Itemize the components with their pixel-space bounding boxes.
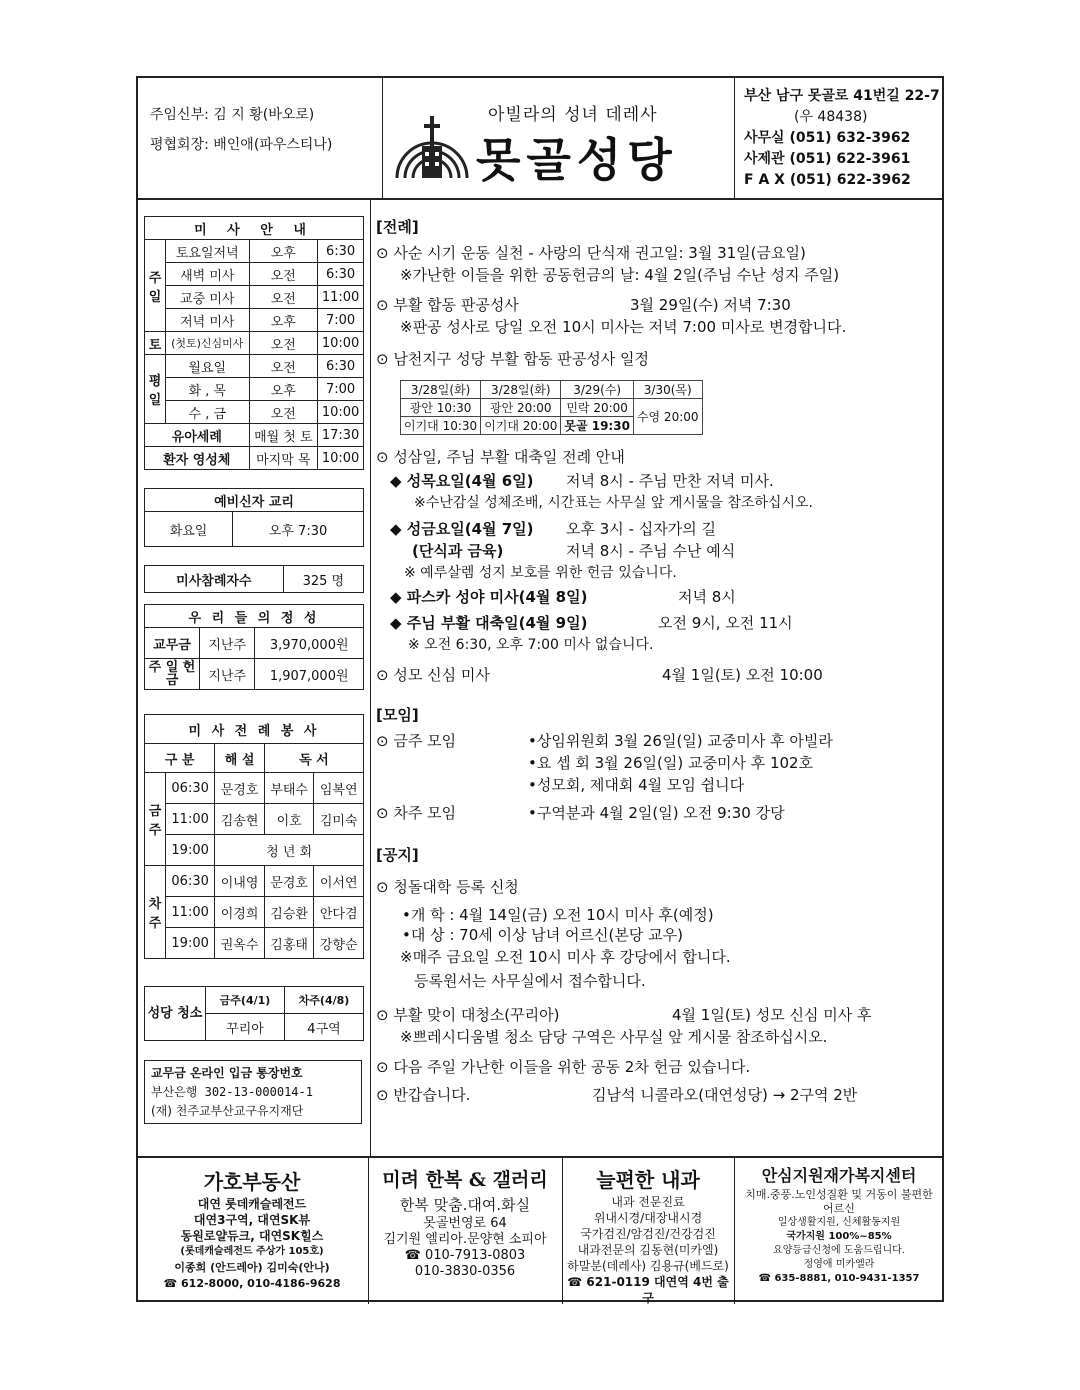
infant-baptism-label: 유아세례 [145, 424, 250, 447]
liturgy-line: ※수난감실 성체조배, 시간표는 사무실 앞 게시물을 참조하십시오. [414, 495, 813, 511]
sunday-label: 주일 [145, 240, 166, 332]
schedule-cell: 민락 20:00 [561, 399, 634, 417]
header-contact [744, 86, 940, 191]
schedule-cell: 광안 10:30 [401, 399, 481, 417]
schedule-cell: 이기대 10:30 [401, 417, 481, 435]
liturgy-line: 오전 9시, 오전 11시 [658, 614, 793, 632]
servers-col-division: 구 분 [145, 744, 215, 773]
ad-line: 대연3구역, 대연SK뷰 [193, 1213, 311, 1227]
sick-communion-time: 10:00 [318, 447, 364, 470]
server-reader: 문경호 [264, 866, 314, 897]
servers-next-week: 차주 [145, 866, 166, 959]
server-reader: 임복연 [314, 773, 364, 804]
ad-line: 대연 롯데캐슬레전드 [197, 1197, 307, 1211]
attendance-label: 미사참례자수 [145, 566, 284, 593]
mass-time: 6:30 [318, 240, 364, 263]
notice-line: •대 상 : 70세 이상 남녀 어르신(본당 교우) [402, 926, 683, 944]
bulletin-header [138, 78, 942, 200]
ad-line: 국가검진/암검진/건강검진 [580, 1227, 716, 1241]
server-reader: 이서연 [314, 866, 364, 897]
sick-communion-when: 마지막 목 [249, 447, 318, 470]
server-time: 06:30 [166, 773, 215, 804]
server-reader: 강향순 [314, 928, 364, 959]
mass-time: 10:00 [318, 401, 364, 424]
ad-line: 010-3830-0356 [414, 1264, 516, 1279]
offering-period: 지난주 [200, 628, 255, 659]
server-commentator: 이내영 [215, 866, 265, 897]
servers-col-commentator: 해 설 [215, 744, 265, 773]
ad-line: ☎ 635-8881, 010-9431-1357 [758, 1273, 920, 1284]
liturgy-line: ◆ 성금요일(4월 7일) [390, 520, 534, 538]
mass-ampm: 오후 [249, 240, 318, 263]
notice-line: •개 학 : 4월 14일(금) 오전 10시 미사 후(예정) [402, 906, 714, 924]
ad-line: 한복 맞춤.대여.화실 [399, 1196, 531, 1214]
meetings-heading: [모임] [376, 706, 419, 724]
schedule-head: 3/28일(화) [401, 381, 481, 399]
server-reader: 안다겸 [314, 897, 364, 928]
ad-line: 하말분(데레사) 김용규(베드로) [567, 1259, 729, 1273]
ad-line: 정영애 미카엘라 [803, 1259, 875, 1270]
sick-communion-label: 환자 영성체 [145, 447, 250, 470]
server-commentator: 권옥수 [215, 928, 265, 959]
ad-line: 내과전문의 김동현(미카엘) [577, 1243, 719, 1257]
cleaning-this-head: 금주(4/1) [206, 987, 285, 1014]
priest-name: 주임신부: 김 지 황(바오로) [150, 107, 315, 123]
mass-time: 10:00 [318, 332, 364, 355]
notice-line: ⊙ 다음 주일 가난한 이들을 위한 공동 2차 헌금 있습니다. [376, 1058, 751, 1076]
fax-number: F A X (051) 622-3962 [744, 172, 911, 188]
catechumen-time: 오후 7:30 [233, 512, 364, 547]
liturgy-line: 오후 3시 - 십자가의 길 [566, 520, 716, 538]
schedule-cell-mokgol: 못골 19:30 [561, 417, 634, 435]
ad-line: 김기원 엘리아.문양현 소피아 [383, 1232, 547, 1247]
notice-line: 김남석 니콜라오(대연성당) → 2구역 2반 [592, 1086, 858, 1104]
servers-col-reader: 독 서 [264, 744, 363, 773]
mass-name: 저녁 미사 [166, 309, 250, 332]
ad-title: 늘편한 내과 [596, 1168, 700, 1192]
liturgy-line: ※ 오전 6:30, 오후 7:00 미사 없습니다. [408, 637, 654, 653]
council-president: 평협회장: 배인애(파우스티나) [150, 137, 333, 153]
ad-line: 못골번영로 64 [423, 1216, 507, 1231]
liturgy-line: 저녁 8시 [678, 588, 736, 606]
mass-name: (첫토)신심미사 [166, 332, 250, 355]
postcode: (우 48438) [794, 109, 868, 125]
attendance-value: 325 명 [283, 566, 363, 593]
rectory-phone: 사제관 (051) 622-3961 [744, 151, 911, 167]
notice-line: ※매주 금요일 오전 10시 미사 후 강당에서 합니다. [400, 948, 731, 966]
ad-title: 가호부동산 [203, 1170, 301, 1194]
infant-baptism-time: 17:30 [318, 424, 364, 447]
server-time: 06:30 [166, 866, 215, 897]
server-time: 11:00 [166, 804, 215, 835]
church-logo-block [390, 84, 730, 194]
confession-schedule-table [400, 380, 703, 435]
mass-schedule-table [144, 216, 364, 470]
mass-schedule-title: 미 사 안 내 [145, 217, 364, 240]
catechumen-table [144, 488, 364, 547]
server-reader: 부태수 [264, 773, 314, 804]
mass-ampm: 오전 [249, 263, 318, 286]
liturgy-line: ※가난한 이들을 위한 공동헌금의 날: 4월 2일(주님 수난 성지 주일) [400, 266, 840, 284]
meeting-line: ⊙ 금주 모임 [376, 732, 457, 750]
cleaning-next-head: 차주(4/8) [285, 987, 364, 1014]
mass-ampm: 오전 [249, 332, 318, 355]
church-patron: 아빌라의 성녀 데레사 [488, 105, 658, 125]
church-address: 부산 남구 못골로 41번길 22-7 [744, 88, 940, 104]
mass-name: 교중 미사 [166, 286, 250, 309]
mass-ampm: 오후 [249, 378, 318, 401]
ad-line: 이종희 (안드레아) 김미숙(안나) [174, 1261, 330, 1274]
notice-line: ⊙ 청돌대학 등록 신청 [376, 878, 519, 896]
ad-hanbok [370, 1158, 560, 1312]
schedule-head: 3/28일(화) [481, 381, 561, 399]
ad-title: 미려 한복 & 갤러리 [382, 1169, 548, 1191]
catechumen-day: 화요일 [145, 512, 233, 547]
ads-footer [138, 1156, 942, 1304]
bulletin-page [136, 76, 944, 1305]
liturgy-line: ◆ 주님 부활 대축일(4월 9일) [390, 614, 588, 632]
notice-line: 4월 1일(토) 성모 신심 미사 후 [672, 1006, 872, 1024]
ad-line: ☎ 621-0119 대연역 4번 출구 [567, 1275, 729, 1305]
offering-table [144, 604, 364, 690]
ad-welfare-center [736, 1158, 942, 1310]
server-reader: 김미숙 [314, 804, 364, 835]
ad-title: 안심지원재가복지센터 [761, 1166, 917, 1185]
liturgy-line: ⊙ 성모 신심 미사 [376, 666, 490, 684]
server-commentator: 문경호 [215, 773, 265, 804]
mass-ampm: 오전 [249, 355, 318, 378]
liturgy-line: ⊙ 부활 합동 판공성사 [376, 296, 519, 314]
offering-label: 교무금 [145, 628, 200, 659]
meeting-line: •성모회, 제대회 4월 모임 쉽니다 [528, 776, 745, 794]
notice-line: ⊙ 부활 맞이 대청소(꾸리아) [376, 1006, 560, 1024]
server-reader: 김홍태 [264, 928, 314, 959]
offering-amount: 1,907,000원 [255, 659, 364, 690]
schedule-cell: 광안 20:00 [481, 399, 561, 417]
ad-line: 일상생활지원, 신체활동지원 [777, 1217, 901, 1228]
meeting-line: ⊙ 차주 모임 [376, 804, 457, 822]
ad-line: ☎ 010-7913-0803 [404, 1248, 526, 1263]
mass-time: 11:00 [318, 286, 364, 309]
liturgy-line: 3월 29일(수) 저녁 7:30 [630, 296, 791, 314]
bank-account-box [144, 1060, 362, 1124]
attendance-table [144, 565, 364, 593]
notices-heading: [공지] [376, 846, 419, 864]
mass-time: 6:30 [318, 263, 364, 286]
mass-name: 월요일 [166, 355, 250, 378]
church-icon [392, 110, 472, 180]
cleaning-next-week: 4구역 [285, 1014, 364, 1041]
liturgy-line: ※ 예루살렘 성지 보호를 위한 헌금 있습니다. [404, 565, 677, 581]
ad-line: 어르신 [823, 1202, 855, 1215]
liturgy-line: 저녁 8시 - 주님 만찬 저녁 미사. [566, 472, 774, 490]
mass-ampm: 오전 [249, 286, 318, 309]
ad-line: (롯데캐슬레전드 주상가 105호) [180, 1246, 324, 1257]
weekday-label: 평일 [145, 355, 166, 424]
mass-name: 수 , 금 [166, 401, 250, 424]
liturgy-line: ⊙ 성삼일, 주님 부활 대축일 전례 안내 [376, 448, 625, 466]
mass-ampm: 오후 [249, 309, 318, 332]
mass-time: 7:00 [318, 309, 364, 332]
ad-line: 국가지원 100%~85% [786, 1231, 892, 1242]
cleaning-table [144, 986, 364, 1041]
ad-line: 내과 전문진료 [611, 1195, 685, 1209]
bank-account: 부산은행 302-13-000014-1 [151, 1085, 313, 1099]
ad-line: 요양등급신청에 도움드립니다. [773, 1245, 905, 1256]
ad-clinic [564, 1158, 732, 1312]
notice-line: ⊙ 반갑습니다. [376, 1086, 471, 1104]
schedule-head: 3/29(수) [561, 381, 634, 399]
ad-line: 동원로얄듀크, 대연SK힐스 [180, 1229, 324, 1243]
office-phone: 사무실 (051) 632-3962 [744, 130, 911, 146]
server-reader: 김승환 [264, 897, 314, 928]
server-commentator: 김송현 [215, 804, 265, 835]
offering-period: 지난주 [200, 659, 255, 690]
bank-title: 교무금 온라인 입금 통장번호 [151, 1066, 303, 1080]
catechumen-title: 예비신자 교리 [145, 489, 364, 512]
ad-line: 위내시경/대장내시경 [593, 1211, 703, 1225]
bank-holder: (재) 천주교부산교구유지재단 [151, 1104, 304, 1118]
cleaning-label: 성당 청소 [145, 987, 206, 1041]
liturgy-line: 4월 1일(토) 오전 10:00 [662, 666, 823, 684]
servers-title: 미 사 전 례 봉 사 [145, 715, 364, 744]
cleaning-this-week: 꾸리아 [206, 1014, 285, 1041]
ad-line: ☎ 612-8000, 010-4186-9628 [163, 1277, 341, 1290]
liturgy-line: ※판공 성사로 당일 오전 10시 미사는 저녁 7:00 미사로 변경합니다. [400, 318, 847, 336]
notice-line: ※쁘레시디움별 청소 담당 구역은 사무실 앞 게시물 참조하십시오. [400, 1028, 828, 1046]
saturday-label: 토 [145, 332, 166, 355]
server-commentator: 이경희 [215, 897, 265, 928]
mass-name: 새벽 미사 [166, 263, 250, 286]
liturgy-heading: [전례] [376, 218, 419, 236]
liturgy-line: ⊙ 남천지구 성당 부활 합동 판공성사 일정 [376, 350, 650, 368]
church-name: 못골성당 [476, 133, 678, 187]
liturgy-line: 저녁 8시 - 주님 수난 예식 [566, 542, 736, 560]
liturgy-line: (단식과 금육) [412, 542, 504, 560]
offering-label: 주 일 헌 금 [145, 659, 200, 690]
mass-time: 7:00 [318, 378, 364, 401]
server-time: 19:00 [166, 835, 215, 866]
server-time: 19:00 [166, 928, 215, 959]
mass-ampm: 오전 [249, 401, 318, 424]
servers-this-week: 금주 [145, 773, 166, 866]
ad-realestate [138, 1158, 366, 1314]
server-time: 11:00 [166, 897, 215, 928]
server-reader: 이호 [264, 804, 314, 835]
mass-servers-table [144, 714, 364, 959]
mass-time: 6:30 [318, 355, 364, 378]
server-youth-group: 청 년 회 [215, 835, 364, 866]
mass-name: 화 , 목 [166, 378, 250, 401]
offering-amount: 3,970,000원 [255, 628, 364, 659]
mass-name: 토요일저녁 [166, 240, 250, 263]
meeting-line: •상임위원회 3월 26일(일) 교중미사 후 아빌라 [528, 732, 833, 750]
liturgy-line: ⊙ 사순 시기 운동 실천 - 사랑의 단식재 권고일: 3월 31일(금요일) [376, 244, 806, 262]
header-left [150, 100, 332, 160]
liturgy-line: ◆ 파스카 성야 미사(4월 8일) [390, 588, 588, 606]
schedule-head: 3/30(목) [633, 381, 702, 399]
schedule-cell: 수영 20:00 [633, 399, 702, 435]
offering-title: 우 리 들 의 정 성 [145, 605, 364, 628]
liturgy-line: ◆ 성목요일(4월 6일) [390, 472, 534, 490]
infant-baptism-when: 매월 첫 토 [249, 424, 318, 447]
schedule-cell: 이기대 20:00 [481, 417, 561, 435]
ad-line: 치매.중풍.노인성질환 및 거동이 불편한 [745, 1188, 933, 1201]
notice-line: 등록원서는 사무실에서 접수합니다. [414, 972, 646, 990]
meeting-line: •요 셉 회 3월 26일(일) 교중미사 후 102호 [528, 754, 814, 772]
meeting-line: •구역분과 4월 2일(일) 오전 9:30 강당 [528, 804, 785, 822]
